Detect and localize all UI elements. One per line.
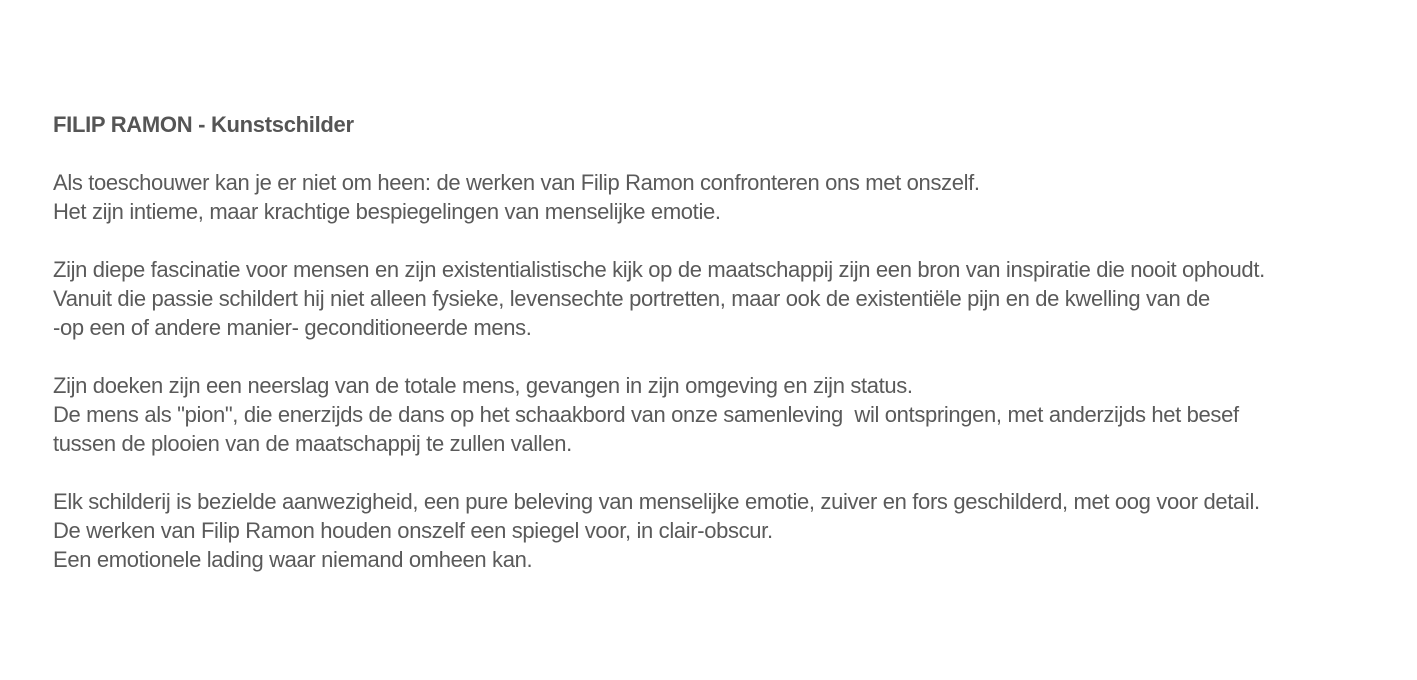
- paragraph-line: De mens als "pion", die enerzijds de dans op het schaakbord van onze samenleving wil ontspringen, met anderzijds het besef: [53, 402, 1239, 427]
- bio-text-block: [53, 110, 1393, 603]
- paragraph-line: De werken van Filip Ramon houden onszelf een spiegel voor, in clair-obscur.: [53, 518, 773, 543]
- page-title: FILIP RAMON - Kunstschilder: [53, 112, 354, 137]
- paragraph-line: tussen de plooien van de maatschappij te zullen vallen.: [53, 431, 572, 456]
- paragraph-line: -op een of andere manier- geconditioneerde mens.: [53, 315, 532, 340]
- paragraph-line: Zijn doeken zijn een neerslag van de totale mens, gevangen in zijn omgeving en zijn status.: [53, 373, 913, 398]
- paragraph-paintings: [53, 487, 1393, 574]
- paragraph-line: Vanuit die passie schildert hij niet alleen fysieke, levensechte portretten, maar ook de existentiële pijn en de kwelling van de: [53, 286, 1210, 311]
- paragraph-canvases: [53, 371, 1393, 458]
- paragraph-line: Zijn diepe fascinatie voor mensen en zijn existentialistische kijk op de maatschappij zijn een bron van inspiratie die nooit ophoudt.: [53, 257, 1265, 282]
- paragraph-line: Een emotionele lading waar niemand omheen kan.: [53, 547, 533, 572]
- paragraph-line: Het zijn intieme, maar krachtige bespiegelingen van menselijke emotie.: [53, 199, 721, 224]
- paragraph-line: Als toeschouwer kan je er niet om heen: de werken van Filip Ramon confronteren ons met onszelf.: [53, 170, 980, 195]
- paragraph-intro: [53, 168, 1393, 226]
- paragraph-fascination: [53, 255, 1393, 342]
- paragraph-line: Elk schilderij is bezielde aanwezigheid, een pure beleving van menselijke emotie, zuiver en fors geschilderd, met oog voor detail.: [53, 489, 1260, 514]
